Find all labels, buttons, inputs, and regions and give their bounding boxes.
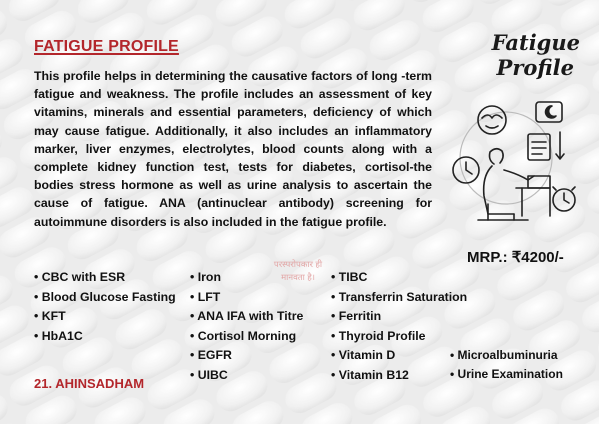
footer xyxy=(34,376,144,391)
list-item: • Thyroid Profile xyxy=(331,327,467,347)
watermark-line2: मानवता है। xyxy=(281,272,315,282)
list-item: • KFT xyxy=(34,307,176,327)
side-title-line1: Fatigue xyxy=(491,30,580,55)
page-number: 21. xyxy=(34,376,53,391)
test-list-column-1 xyxy=(34,268,176,346)
list-item: • UIBC xyxy=(190,366,303,386)
test-list-column-2 xyxy=(190,268,303,385)
list-item: • Cortisol Morning xyxy=(190,327,303,347)
list-item: • Transferrin Saturation xyxy=(331,288,467,308)
list-item: • HbA1C xyxy=(34,327,176,347)
fatigued-person-illustration xyxy=(448,92,584,232)
side-title xyxy=(470,30,580,80)
list-item: • Microalbuminuria xyxy=(450,346,563,365)
list-item: • LFT xyxy=(190,288,303,308)
list-item: • CBC with ESR xyxy=(34,268,176,288)
test-list-column-3 xyxy=(331,268,467,385)
moon-icon xyxy=(536,102,562,122)
alarm-clock-icon xyxy=(553,187,575,211)
test-list-column-4 xyxy=(450,346,563,384)
brain-icon xyxy=(478,106,506,134)
list-item: • EGFR xyxy=(190,346,303,366)
page-title: FATIGUE PROFILE xyxy=(34,38,179,55)
list-item: • TIBC xyxy=(331,268,467,288)
price-label: MRP.: ₹4200/- xyxy=(467,249,564,266)
list-item: • Blood Glucose Fasting xyxy=(34,288,176,308)
profile-description: This profile helps in determining the causative factors of long -term fatigue and weakness. The profile includes an assessment of key vitamins, minerals and essential parameters, deficiency of which may cause fatigue. Additionally, it also includes an inflammatory marker, liver enzymes, electrolytes, blood counts along with a complete kidney function test, tests for diabetes, cortisol-the bodies stress hormone as well as urine analysis to ascertain the cause of fatigue. ANA (antinuclear antibody) screening for autoimmune disorders is also included in the fatigue profile. xyxy=(34,69,432,229)
list-item: • Urine Examination xyxy=(450,365,563,384)
list-item: • Ferritin xyxy=(331,307,467,327)
side-title-line2: Profile xyxy=(496,55,574,80)
brand-name: AHINSADHAM xyxy=(55,376,145,391)
list-item: • Iron xyxy=(190,268,303,288)
list-item: • ANA IFA with Titre xyxy=(190,307,303,327)
list-item: • Vitamin B12 xyxy=(331,366,467,386)
list-item: • Vitamin D xyxy=(331,346,467,366)
clock-icon xyxy=(453,157,479,183)
watermark-line1: परस्परोपकार ही xyxy=(273,259,323,269)
